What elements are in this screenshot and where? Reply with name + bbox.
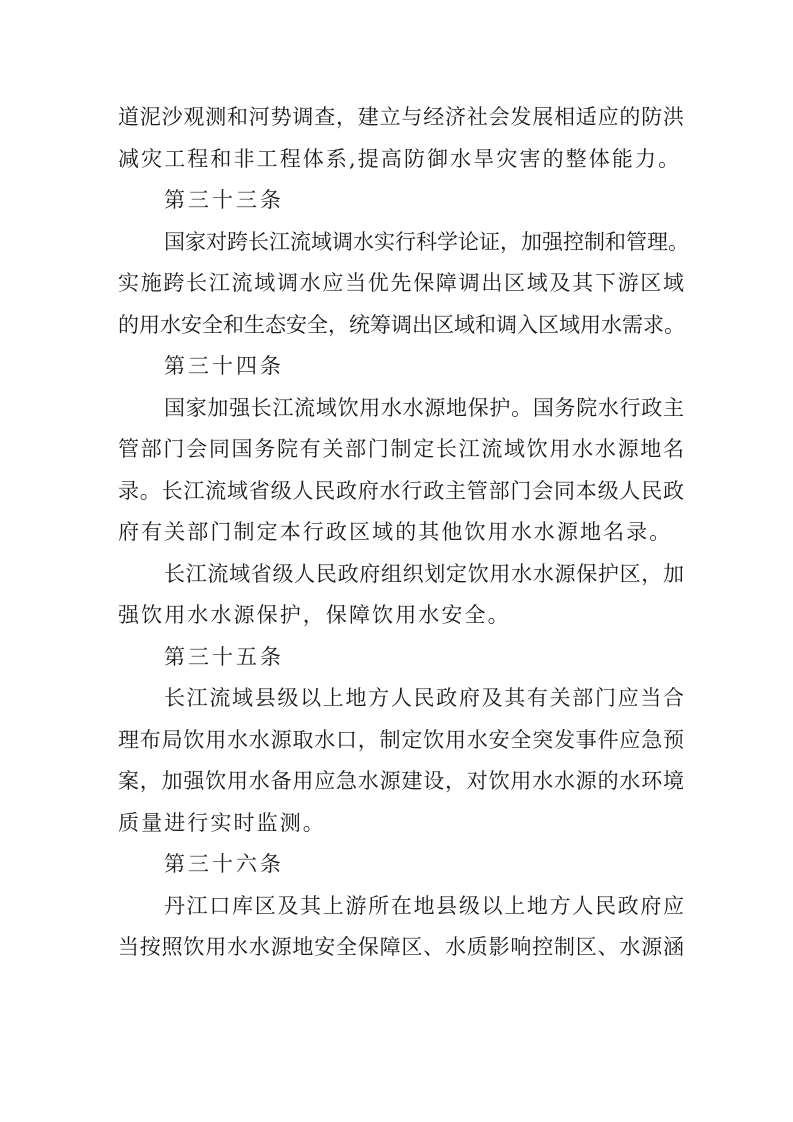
paragraph-first-line: 长江流域省级人民政府组织划定饮用水水源保护区，加 [164,561,684,586]
body-line: 强饮用水水源保护，保障饮用水安全。 [118,603,511,627]
paragraph-first-line: 长江流域县级以上地方人民政府及其有关部门应当合 [164,686,684,710]
article-heading: 第三十五条 [164,644,284,669]
paragraph-first-line: 国家加强长江流域饮用水水源地保护。国务院水行政主 [164,395,684,420]
body-line: 实施跨长江流域调水应当优先保障调出区域及其下游区域 [118,271,684,295]
body-line: 道泥沙观测和河势调查，建立与经济社会发展相适应的防洪 [118,105,684,129]
body-line: 的用水安全和生态安全，统筹调出区域和调入区域用水需求。 [118,312,685,337]
body-line: 减灾工程和非工程体系,提高防御水旱灾害的整体能力。 [118,146,682,171]
paragraph-first-line: 国家对跨长江流域调水实行科学论证，加强控制和管理。 [164,229,689,254]
body-line: 府有关部门制定本行政区域的其他饮用水水源地名录。 [118,520,673,544]
body-line: 理布局饮用水水源取水口，制定饮用水安全突发事件应急预 [118,727,684,752]
body-line: 管部门会同国务院有关部门制定长江流域饮用水水源地名 [118,437,684,461]
article-heading: 第三十四条 [164,354,284,378]
body-line: 质量进行实时监测。 [118,810,326,835]
body-line: 当按照饮用水水源地安全保障区、水质影响控制区、水源涵 [118,935,684,959]
document-body [118,97,689,969]
body-line: 录。长江流域省级人民政府水行政主管部门会同本级人民政 [118,478,684,503]
body-line: 案，加强饮用水备用应急水源建设，对饮用水水源的水环境 [118,769,684,793]
paragraph-first-line: 丹江口库区及其上游所在地县级以上地方人民政府应 [164,893,684,918]
article-heading: 第三十三条 [164,188,284,212]
article-heading: 第三十六条 [164,852,284,876]
